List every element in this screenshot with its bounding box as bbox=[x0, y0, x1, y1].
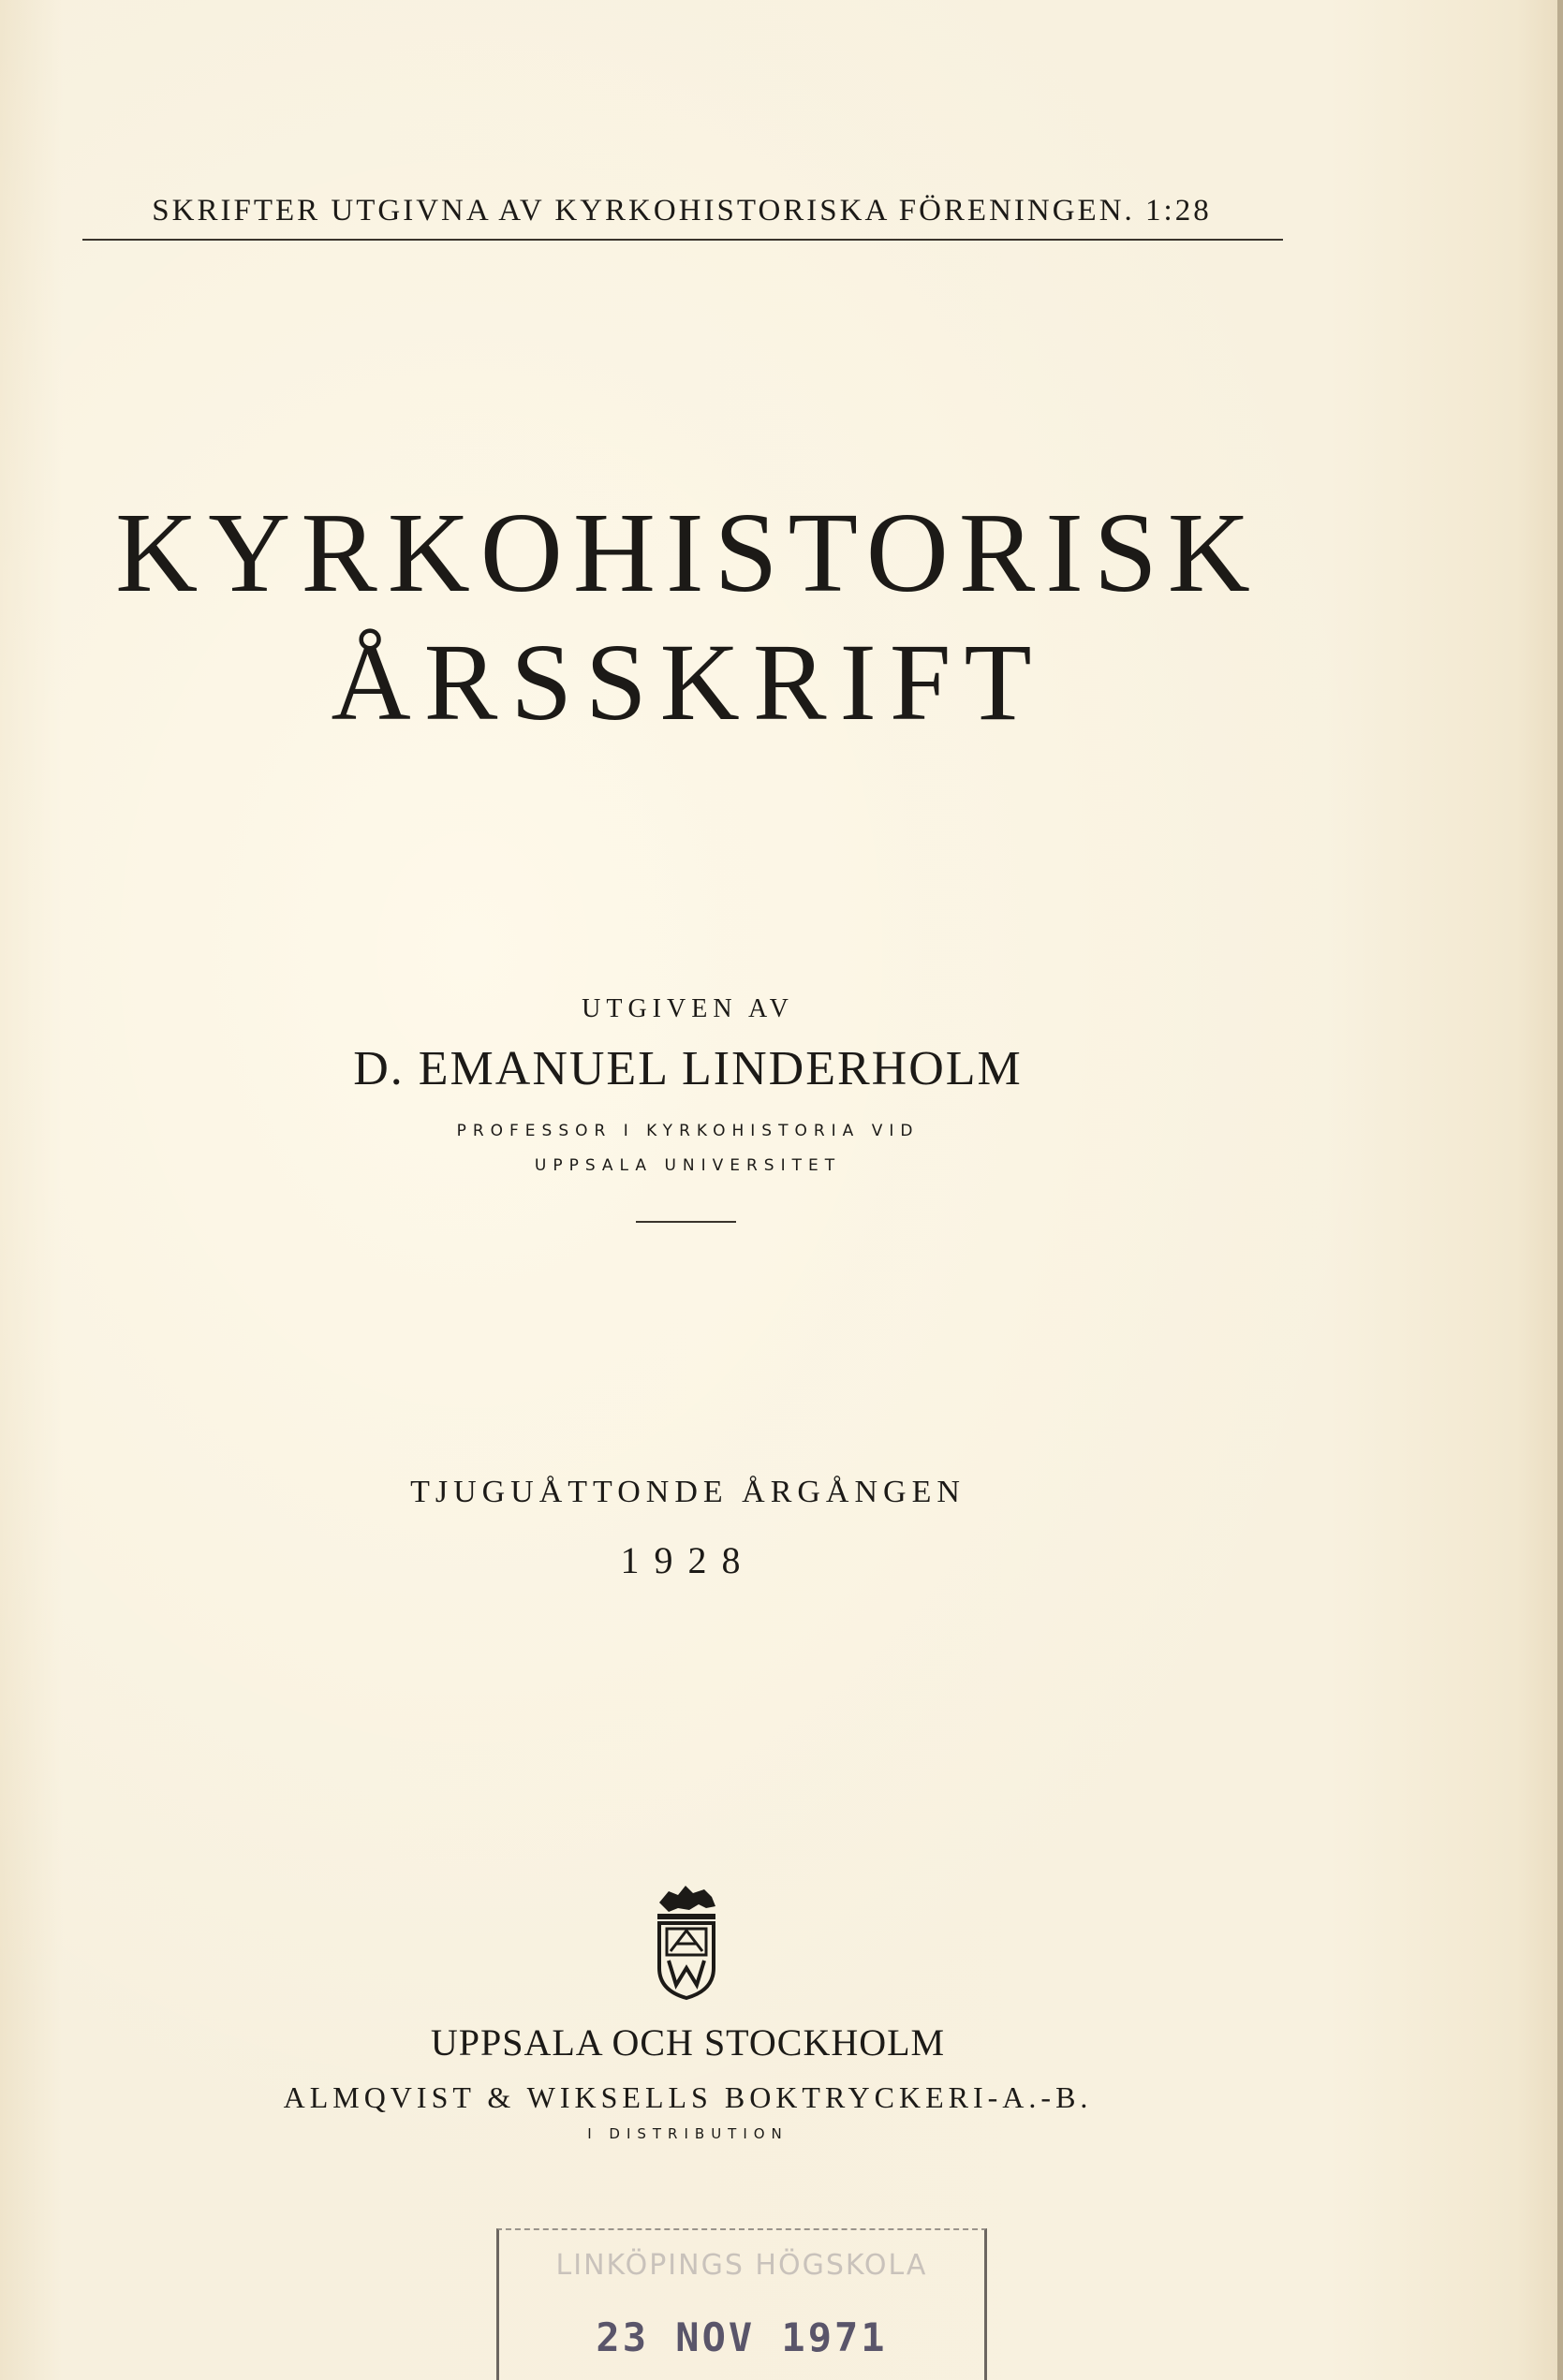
section-divider bbox=[636, 1221, 736, 1223]
editor-position-line-1: PROFESSOR I KYRKOHISTORIA VID bbox=[456, 1122, 920, 1140]
imprint-distribution: I DISTRIBUTION bbox=[587, 2125, 789, 2142]
library-stamp bbox=[496, 2228, 987, 2380]
page-edge bbox=[1557, 0, 1563, 2380]
imprint-place: UPPSALA OCH STOCKHOLM bbox=[430, 2021, 946, 2064]
series-heading: SKRIFTER UTGIVNA AV KYRKOHISTORISKA FÖRENINGEN. 1:28 bbox=[152, 194, 1212, 228]
editor-name: D. EMANUEL LINDERHOLM bbox=[353, 1042, 1023, 1095]
volume-label: TJUGUÅTTONDE ÅRGÅNGEN bbox=[410, 1475, 966, 1509]
title-line-2: ÅRSSKRIFT bbox=[331, 621, 1045, 743]
imprint-publisher: ALMQVIST & WIKSELLS BOKTRYCKERI-A.-B. bbox=[283, 2080, 1093, 2114]
editor-position-line-2: UPPSALA UNIVERSITET bbox=[534, 1156, 842, 1175]
series-divider bbox=[82, 239, 1283, 241]
edited-by-label: UTGIVEN AV bbox=[582, 994, 794, 1023]
title-line-1: KYRKOHISTORISK bbox=[115, 490, 1261, 616]
stamp-library-name: LINKÖPINGS HÖGSKOLA bbox=[555, 2249, 928, 2282]
year: 1928 bbox=[620, 1539, 756, 1581]
stamp-date: 23 NOV 1971 bbox=[596, 2314, 888, 2360]
publisher-emblem-icon bbox=[650, 1882, 723, 2002]
